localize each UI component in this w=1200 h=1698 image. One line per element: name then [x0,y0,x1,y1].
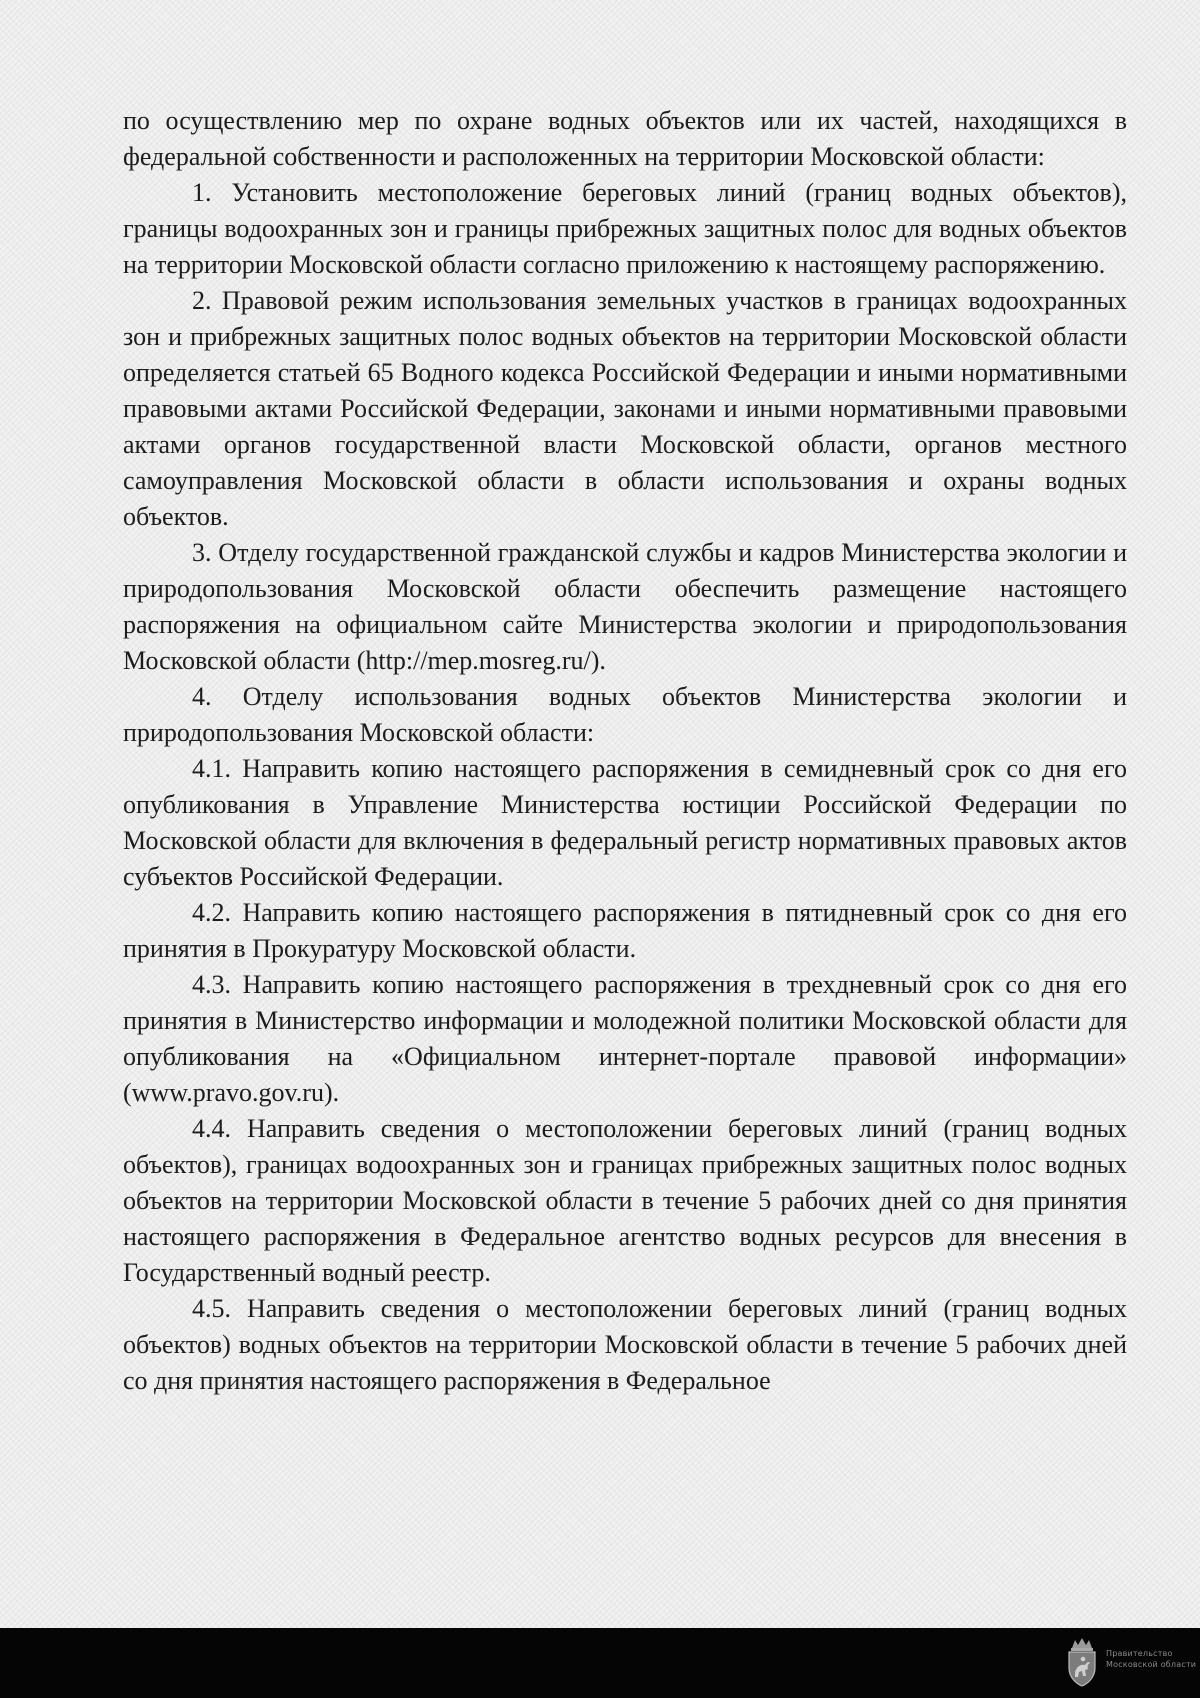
paragraph-item-1: 1. Установить местоположение береговых линий (границ водных объектов), границы водоохранных зон и границы прибрежных защитных полос для водных объектов на территории Московской области согласно приложению к настоящему распоряжению. [123,178,1127,279]
scan-footer-bar [0,1628,1200,1698]
footer-caption-line-2: Московской области [1106,1660,1197,1669]
paragraph-item-3: 3. Отделу государственной гражданской службы и кадров Министерства экологии и природопользования Московской области обеспечить размещение настоящего распоряжения на официальном сайте Министерства экологии и природопользования Московской области (http://mep.mosreg.ru/). [123,538,1127,675]
paragraph-item-4-1: 4.1. Направить копию настоящего распоряжения в семидневный срок со дня его опубликования в Управление Министерства юстиции Российской Федерации по Московской области для включения в федеральный регистр нормативных правовых актов субъектов Российской Федерации. [123,754,1127,891]
paragraph-item-4-4: 4.4. Направить сведения о местоположении береговых линий (границ водных объектов), границах водоохранных зон и границах прибрежных защитных полос водных объектов на территории Московской области в течение 5 рабочих дней со дня принятия настоящего распоряжения в Федеральное агентство водных ресурсов для внесения в Государственный водный реестр. [123,1114,1127,1287]
footer-caption-line-1: Правительство [1106,1649,1173,1658]
paragraph-item-2: 2. Правовой режим использования земельных участков в границах водоохранных зон и прибрежных защитных полос водных объектов на территории Московской области определяется статьей 65 Водного кодекса Российской Федерации и иными нормативными правовыми актами Российской Федерации, законами и иными нормативными правовыми актами органов государственной власти Московской области, органов местного самоуправления Московской области в области использования и охраны водных объектов. [123,286,1127,531]
paragraph-item-4-5: 4.5. Направить сведения о местоположении береговых линий (границ водных объектов) водных объектов на территории Московской области в течение 5 рабочих дней со дня принятия настоящего распоряжения в Федеральное [123,1294,1127,1395]
document-body [123,103,1127,1399]
paragraph-item-4: 4. Отделу использования водных объектов Министерства экологии и природопользования Московской области: [123,682,1127,747]
paragraph-item-4-3: 4.3. Направить копию настоящего распоряжения в трехдневный срок со дня его принятия в Министерство информации и молодежной политики Московской области для опубликования на «Официальном интернет-портале правовой информации» (www.pravo.gov.ru). [123,970,1127,1107]
paragraph-preamble-continuation: по осуществлению мер по охране водных объектов или их частей, находящихся в федеральной собственности и расположенных на территории Московской области: [123,106,1127,171]
footer-caption [1106,1648,1198,1670]
coat-of-arms-icon [1063,1636,1101,1688]
paragraph-item-4-2: 4.2. Направить копию настоящего распоряжения в пятидневный срок со дня его принятия в Прокуратуру Московской области. [123,898,1127,963]
